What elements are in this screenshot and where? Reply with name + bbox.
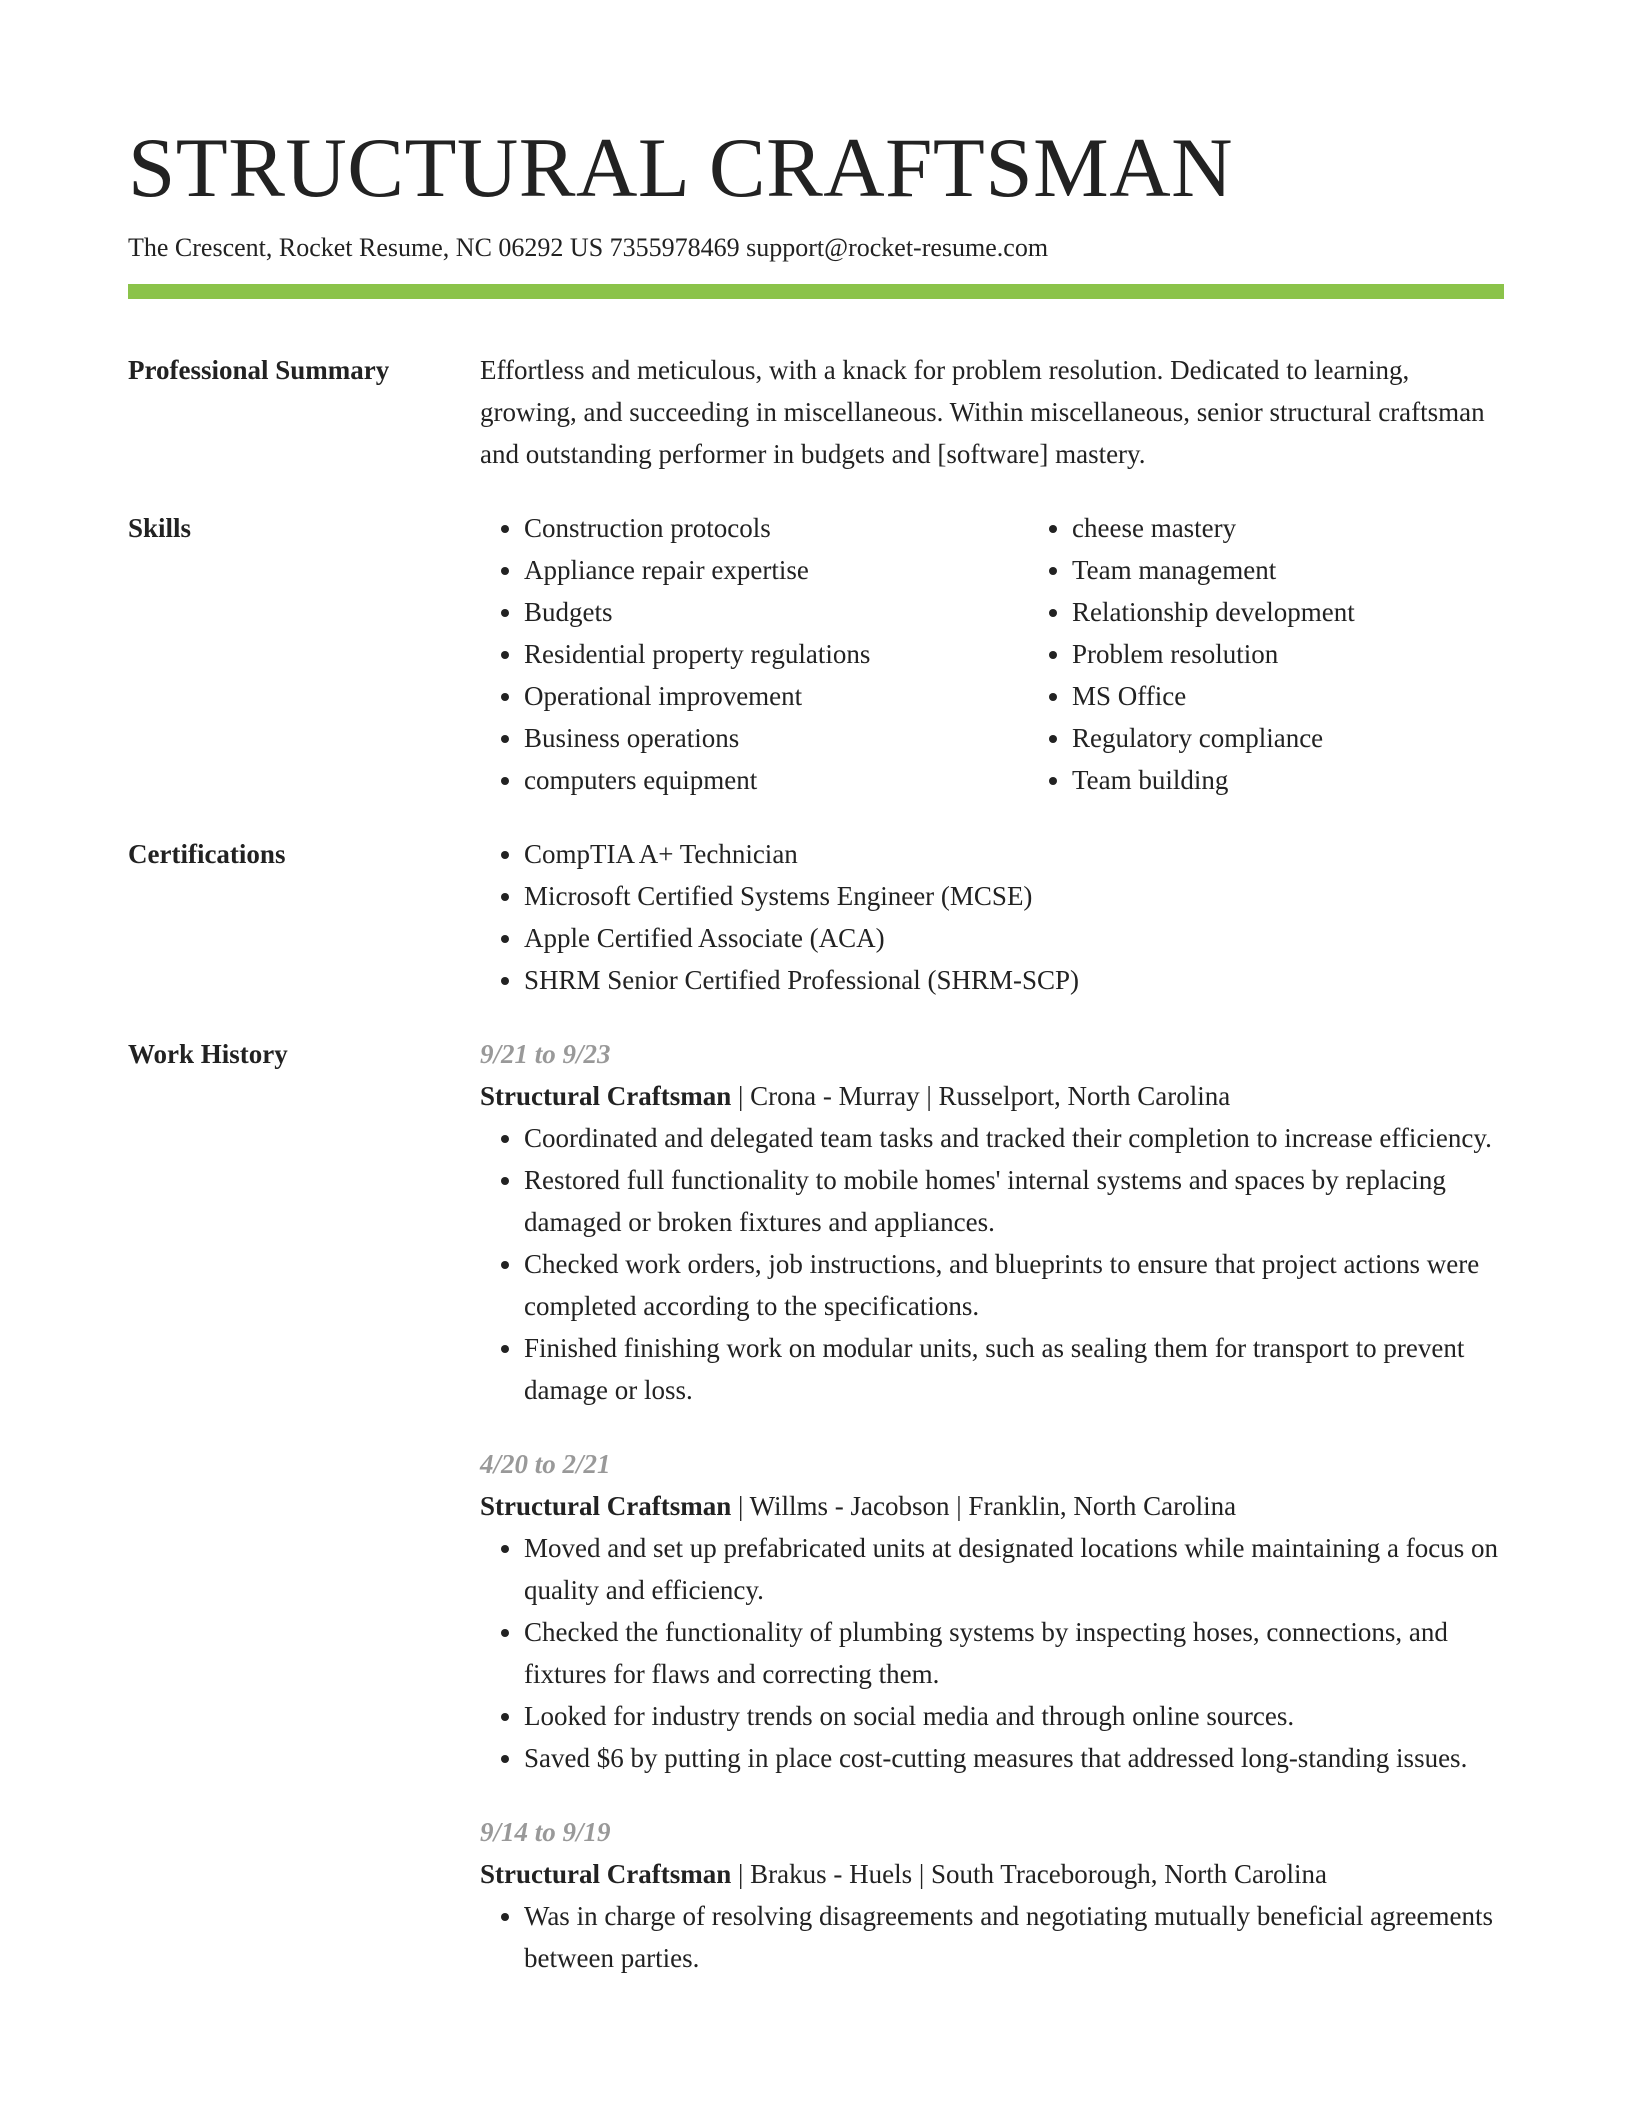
certification-item: • Microsoft Certified Systems Engineer (MCSE) xyxy=(524,875,1504,917)
skill-item: • Construction protocols xyxy=(524,507,1028,549)
skill-item: • MS Office xyxy=(1072,675,1576,717)
job-dates: 9/21 to 9/23 xyxy=(480,1039,611,1069)
skill-item: • Business operations xyxy=(524,717,1028,759)
job-heading xyxy=(480,1075,1504,1117)
skill-item: • Relationship development xyxy=(1072,591,1576,633)
job-entry xyxy=(480,1443,1504,1779)
job-bullets xyxy=(480,1895,1504,1979)
skill-item: • Team building xyxy=(1072,759,1576,801)
job-bullet: • Checked work orders, job instructions, and blueprints to ensure that project actions were completed according to the specifications. xyxy=(524,1243,1504,1327)
job-heading xyxy=(480,1853,1504,1895)
certification-item: • CompTIA A+ Technician xyxy=(524,833,1504,875)
skill-item: • Problem resolution xyxy=(1072,633,1576,675)
resume-page xyxy=(128,118,1504,1979)
certifications-list xyxy=(480,833,1504,1001)
work-history-body xyxy=(480,1033,1504,1979)
header-divider xyxy=(128,284,1504,299)
skills-title: Skills xyxy=(128,513,192,543)
skill-item: • Appliance repair expertise xyxy=(524,549,1028,591)
skill-item: • computers equipment xyxy=(524,759,1028,801)
certification-item: • Apple Certified Associate (ACA) xyxy=(524,917,1504,959)
job-bullets xyxy=(480,1527,1504,1779)
job-bullet: • Restored full functionality to mobile homes' internal systems and spaces by replacing damaged or broken fixtures and appliances. xyxy=(524,1159,1504,1243)
work-history-section xyxy=(128,1033,1504,1979)
skills-column-1 xyxy=(480,507,1028,801)
job-title: Structural Craftsman xyxy=(480,1081,732,1111)
job-title: Structural Craftsman xyxy=(480,1859,732,1889)
job-bullet: • Checked the functionality of plumbing systems by inspecting hoses, connections, and fixtures for flaws and correcting them. xyxy=(524,1611,1504,1695)
job-details: | Willms - Jacobson | Franklin, North Carolina xyxy=(731,1491,1237,1521)
job-bullet: • Finished finishing work on modular units, such as sealing them for transport to prevent damage or loss. xyxy=(524,1327,1504,1411)
skills-section xyxy=(128,507,1504,801)
skills-column-2 xyxy=(1028,507,1576,801)
summary-section xyxy=(128,349,1504,475)
job-dates: 4/20 to 2/21 xyxy=(480,1449,611,1479)
job-bullet: • Saved $6 by putting in place cost-cutting measures that addressed long-standing issues. xyxy=(524,1737,1504,1779)
certification-item: • SHRM Senior Certified Professional (SHRM-SCP) xyxy=(524,959,1504,1001)
skill-item: • Budgets xyxy=(524,591,1028,633)
job-bullet: • Coordinated and delegated team tasks and tracked their completion to increase efficiency. xyxy=(524,1117,1504,1159)
certifications-title: Certifications xyxy=(128,839,286,869)
job-bullet: • Was in charge of resolving disagreements and negotiating mutually beneficial agreements between parties. xyxy=(524,1895,1504,1979)
job-details: | Crona - Murray | Russelport, North Carolina xyxy=(731,1081,1231,1111)
summary-text: Effortless and meticulous, with a knack for problem resolution. Dedicated to learning, growing, and succeeding in miscellaneous. Within miscellaneous, senior structural craftsman and outstanding performer in budgets and [software] mastery. xyxy=(480,355,1485,469)
job-entry xyxy=(480,1811,1504,1979)
skill-item: • Regulatory compliance xyxy=(1072,717,1576,759)
skill-item: • cheese mastery xyxy=(1072,507,1576,549)
skill-item: • Team management xyxy=(1072,549,1576,591)
work-history-title: Work History xyxy=(128,1039,288,1069)
job-heading xyxy=(480,1485,1504,1527)
skills-grid xyxy=(480,507,1576,801)
skill-item: • Residential property regulations xyxy=(524,633,1028,675)
job-dates: 9/14 to 9/19 xyxy=(480,1817,611,1847)
contact-address: The Crescent, Rocket Resume, NC 06292 US xyxy=(128,233,604,262)
skill-item: • Operational improvement xyxy=(524,675,1028,717)
job-bullet: • Moved and set up prefabricated units at designated locations while maintaining a focus on quality and efficiency. xyxy=(524,1527,1504,1611)
job-details: | Brakus - Huels | South Traceborough, North Carolina xyxy=(731,1859,1327,1889)
certifications-body xyxy=(480,833,1504,1001)
job-bullet: • Looked for industry trends on social media and through online sources. xyxy=(524,1695,1504,1737)
resume-name: STRUCTURAL CRAFTSMAN xyxy=(128,121,1233,215)
contact-phone: 7355978469 xyxy=(609,233,740,262)
job-bullets xyxy=(480,1117,1504,1411)
summary-title: Professional Summary xyxy=(128,355,390,385)
contact-line xyxy=(128,230,1504,266)
contact-email: support@rocket-resume.com xyxy=(746,233,1049,262)
job-entry xyxy=(480,1033,1504,1411)
certifications-section xyxy=(128,833,1504,1001)
job-title: Structural Craftsman xyxy=(480,1491,732,1521)
